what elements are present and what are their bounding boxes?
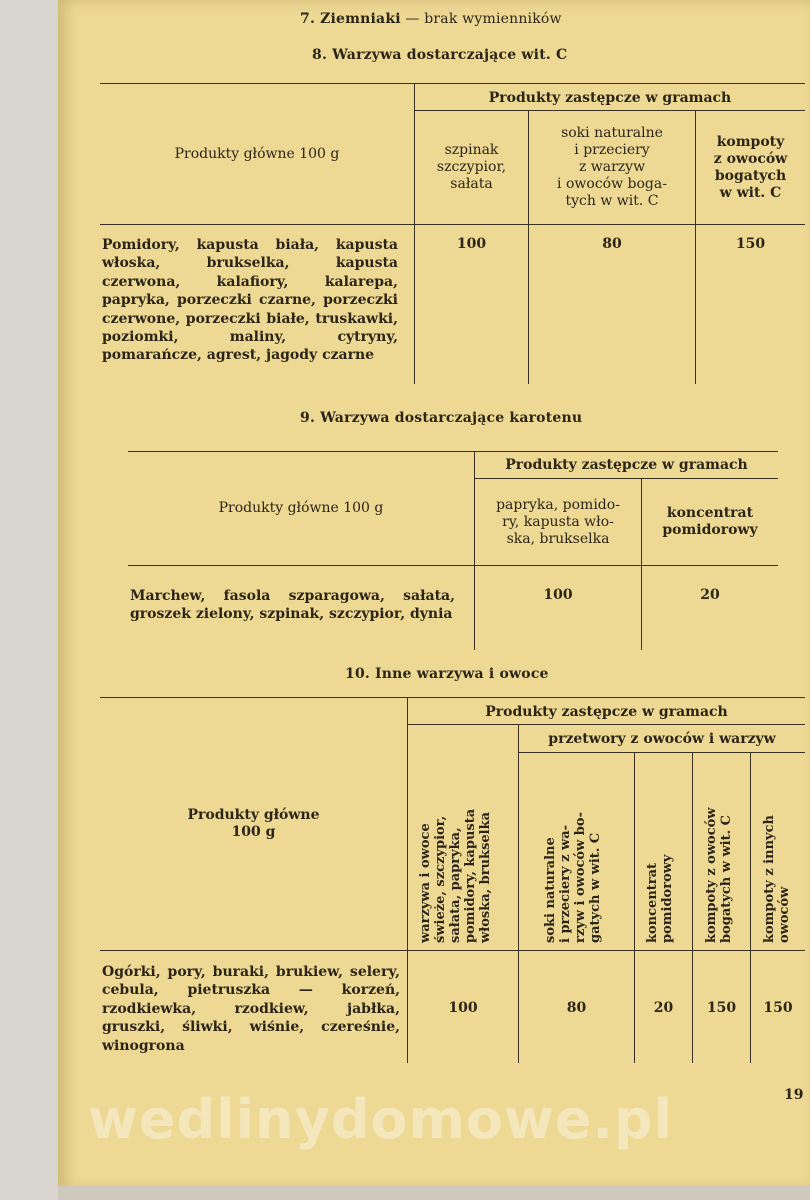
table-9-col-1-header: papryka, pomido- ry, kapusta wło- ska, brukselka xyxy=(496,496,620,547)
table-9-row-products: Marchew, fasola szparagowa, sałata, groszek zielony, szpinak, szczypior, dynia xyxy=(130,588,455,623)
table-8-col-2-header: soki naturalne i przeciery z warzyw i owoców boga- tych w wit. C xyxy=(557,125,667,209)
table-9-header-main: Produkty główne 100 g xyxy=(218,500,384,516)
scan-bottom-edge xyxy=(58,1186,810,1200)
section-7-title-rest: — brak wymienników xyxy=(400,11,562,27)
table-8-header-rule xyxy=(100,224,805,225)
table-10-value-3: 20 xyxy=(653,1000,674,1016)
table-8-value-3: 150 xyxy=(735,236,766,252)
page-number: 19 xyxy=(784,1087,804,1103)
table-9-value-1: 100 xyxy=(543,587,573,603)
section-7-title xyxy=(300,11,562,27)
table-10-header-group: Produkty zastępcze w gramach xyxy=(485,703,728,720)
table-10-value-4: 150 xyxy=(706,1000,737,1016)
table-9-header-group: Produkty zastępcze w gramach xyxy=(505,457,748,473)
table-10-divider xyxy=(692,753,693,1063)
table-9-header-rule xyxy=(128,565,778,566)
table-10-col-1-header: warzywa i owoce świeże, szczypior, sałata, papryka, pomidory, kapusta włoska, brukselka xyxy=(418,808,493,943)
table-8-row-products: Pomidory, kapusta biała, kapusta włoska, brukselka, kapusta czerwona, kalafiory, kalarepa, papryka, porzeczki czarne, porzeczki czerwone, porzeczki białe, truskawki, poziomki, maliny, cytryny, pomarańcze, agrest, jagody czarne xyxy=(102,237,398,364)
table-10-subgroup-header: przetwory z owoców i warzyw xyxy=(548,730,776,747)
table-10-value-1: 100 xyxy=(448,1000,478,1016)
table-10-header-main: Produkty główne 100 g xyxy=(187,807,320,840)
table-10-col-2-header: soki naturalne i przeciery z wa- rzyw i owoców bo- gatych w wit. C xyxy=(543,812,603,943)
table-8-header-group: Produkty zastępcze w gramach xyxy=(488,89,732,106)
table-10-divider xyxy=(634,753,635,1063)
table-10-col-4-header: kompoty z owoców bogatych w wit. C xyxy=(704,807,734,943)
table-10-group-rule xyxy=(408,724,805,725)
table-9-col-2-header: koncentrat pomidorowy xyxy=(662,505,758,538)
section-8-title: 8. Warzywa dostarczające wit. C xyxy=(312,47,568,63)
table-10-header-rule xyxy=(100,950,805,951)
section-7-title-bold: 7. Ziemniaki xyxy=(300,11,401,27)
table-10-value-2: 80 xyxy=(566,1000,587,1016)
table-8-value-2: 80 xyxy=(602,236,622,252)
section-9-title: 9. Warzywa dostarczające karotenu xyxy=(300,410,583,426)
watermark: wedlinydomowe.pl xyxy=(88,1088,674,1151)
table-10-divider xyxy=(750,753,751,1063)
table-10-col-3-header: koncentrat pomidorowy xyxy=(645,854,675,943)
table-8-col-1-header: szpinak szczypior, sałata xyxy=(436,142,507,192)
table-10-col-5-header: kompoty z innych owoców xyxy=(762,815,792,943)
table-10-row-products: Ogórki, pory, buraki, brukiew, selery, cebula, pietruszka — korzeń, rzodkiewka, rzodkiew, jabłka, gruszki, śliwki, wiśnie, czereśnie, winogrona xyxy=(102,964,400,1054)
table-8-header-main: Produkty główne 100 g xyxy=(174,145,340,162)
table-8-col-3-header: kompoty z owoców bogatych w wit. C xyxy=(713,133,788,201)
table-10-value-5: 150 xyxy=(763,1000,793,1016)
table-9-value-2: 20 xyxy=(700,587,720,603)
scan-margin xyxy=(0,0,60,1200)
table-10-subgroup-rule xyxy=(519,752,805,753)
table-8-value-1: 100 xyxy=(456,236,487,252)
section-10-title: 10. Inne warzywa i owoce xyxy=(345,666,549,682)
